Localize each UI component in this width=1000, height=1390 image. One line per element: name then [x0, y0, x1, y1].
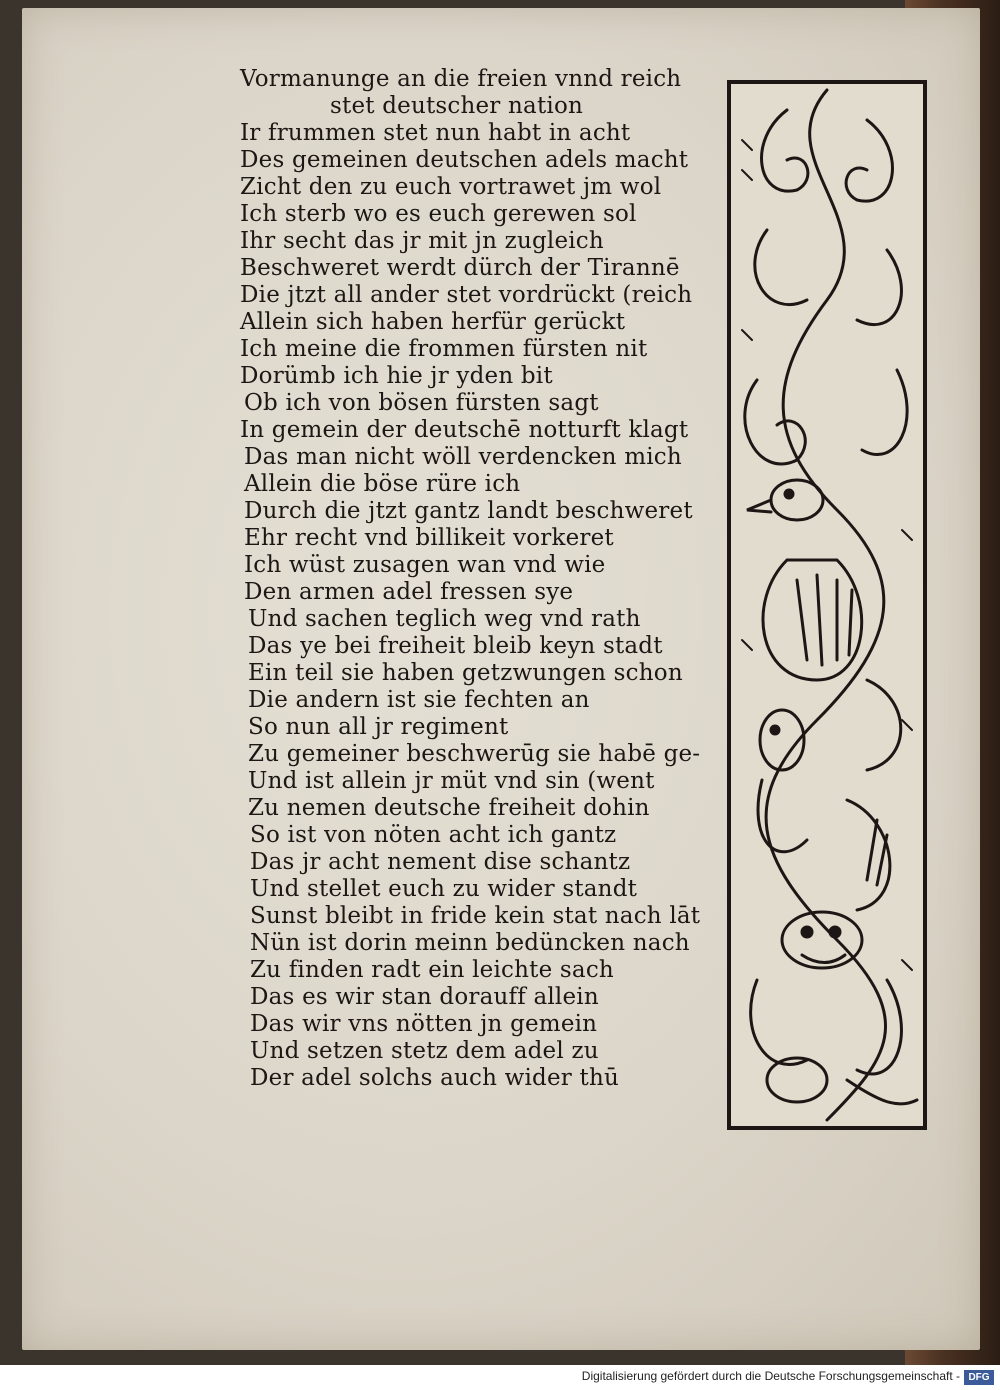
- poem-line: Ob ich von bösen fürsten sagt: [244, 390, 599, 416]
- poem-line: Nün ist dorin meinn bedüncken nach: [250, 930, 690, 956]
- poem-line: Ihr secht das jr mit jn zugleich: [240, 228, 604, 254]
- woodcut-ornamental-border-icon: [727, 80, 927, 1130]
- poem-line: Das jr acht nement dise schantz: [250, 849, 631, 875]
- poem-line: Das wir vns nötten jn gemein: [250, 1011, 598, 1037]
- poem-line: Allein sich haben herfür gerückt: [240, 309, 626, 335]
- poem-line: Ehr recht vnd billikeit vorkeret: [244, 525, 614, 551]
- poem-line: Das es wir stan dorauff allein: [250, 984, 599, 1010]
- poem-line: Des gemeinen deutschen adels macht: [240, 147, 689, 173]
- poem-line: Ich meine die frommen fürsten nit: [240, 336, 648, 362]
- poem-line: Allein die böse rüre ich: [244, 471, 521, 497]
- poem-line: Zu finden radt ein leichte sach: [250, 957, 614, 983]
- poem-line: Vormanunge an die freien vnnd reich: [240, 66, 682, 92]
- poem-line: Und ist allein jr müt vnd sin (went: [248, 768, 655, 794]
- poem-line: Zicht den zu euch vortrawet jm wol: [240, 174, 662, 200]
- poem-line: Die andern ist sie fechten an: [248, 687, 590, 713]
- funding-credit: Digitalisierung gefördert durch die Deutsche Forschungsgemeinschaft -: [581, 1369, 960, 1383]
- poem-line: Zu gemeiner beschwerūg sie habē ge-: [248, 741, 701, 767]
- poem-line: Durch die jtzt gantz landt beschweret: [244, 498, 693, 524]
- poem-line: So ist von nöten acht ich gantz: [250, 822, 617, 848]
- book-page: [22, 8, 980, 1350]
- poem-line: Das man nicht wöll verdencken mich: [244, 444, 682, 470]
- poem-line: Sunst bleibt in fride kein stat nach lāt: [250, 903, 701, 929]
- poem-line: Beschweret werdt dürch der Tirannē: [240, 255, 680, 281]
- poem-line: So nun all jr regiment: [248, 714, 509, 740]
- poem-line: Den armen adel fressen sye: [244, 579, 574, 605]
- poem-line: Dorümb ich hie jr yden bit: [240, 363, 553, 389]
- poem-line: stet deutscher nation: [330, 93, 583, 119]
- poem-line: Der adel solchs auch wider thū: [250, 1065, 619, 1091]
- poem-line: Ich wüst zusagen wan vnd wie: [244, 552, 606, 578]
- poem-line: Ein teil sie haben getzwungen schon: [248, 660, 683, 686]
- poem-line: Ich sterb wo es euch gerewen sol: [240, 201, 637, 227]
- poem-line: Das ye bei freiheit bleib keyn stadt: [248, 633, 663, 659]
- poem-line: In gemein der deutschē notturft klagt: [240, 417, 689, 443]
- dfg-logo-icon: DFG: [964, 1370, 994, 1385]
- poem-line: Und sachen teglich weg vnd rath: [248, 606, 641, 632]
- poem-line: Und setzen stetz dem adel zu: [250, 1038, 599, 1064]
- poem-line: Zu nemen deutsche freiheit dohin: [248, 795, 650, 821]
- poem-line: Die jtzt all ander stet vordrückt (reich: [240, 282, 693, 308]
- poem-line: Ir frummen stet nun habt in acht: [240, 120, 631, 146]
- poem-line: Und stellet euch zu wider standt: [250, 876, 638, 902]
- digitization-footer: [0, 1365, 1000, 1390]
